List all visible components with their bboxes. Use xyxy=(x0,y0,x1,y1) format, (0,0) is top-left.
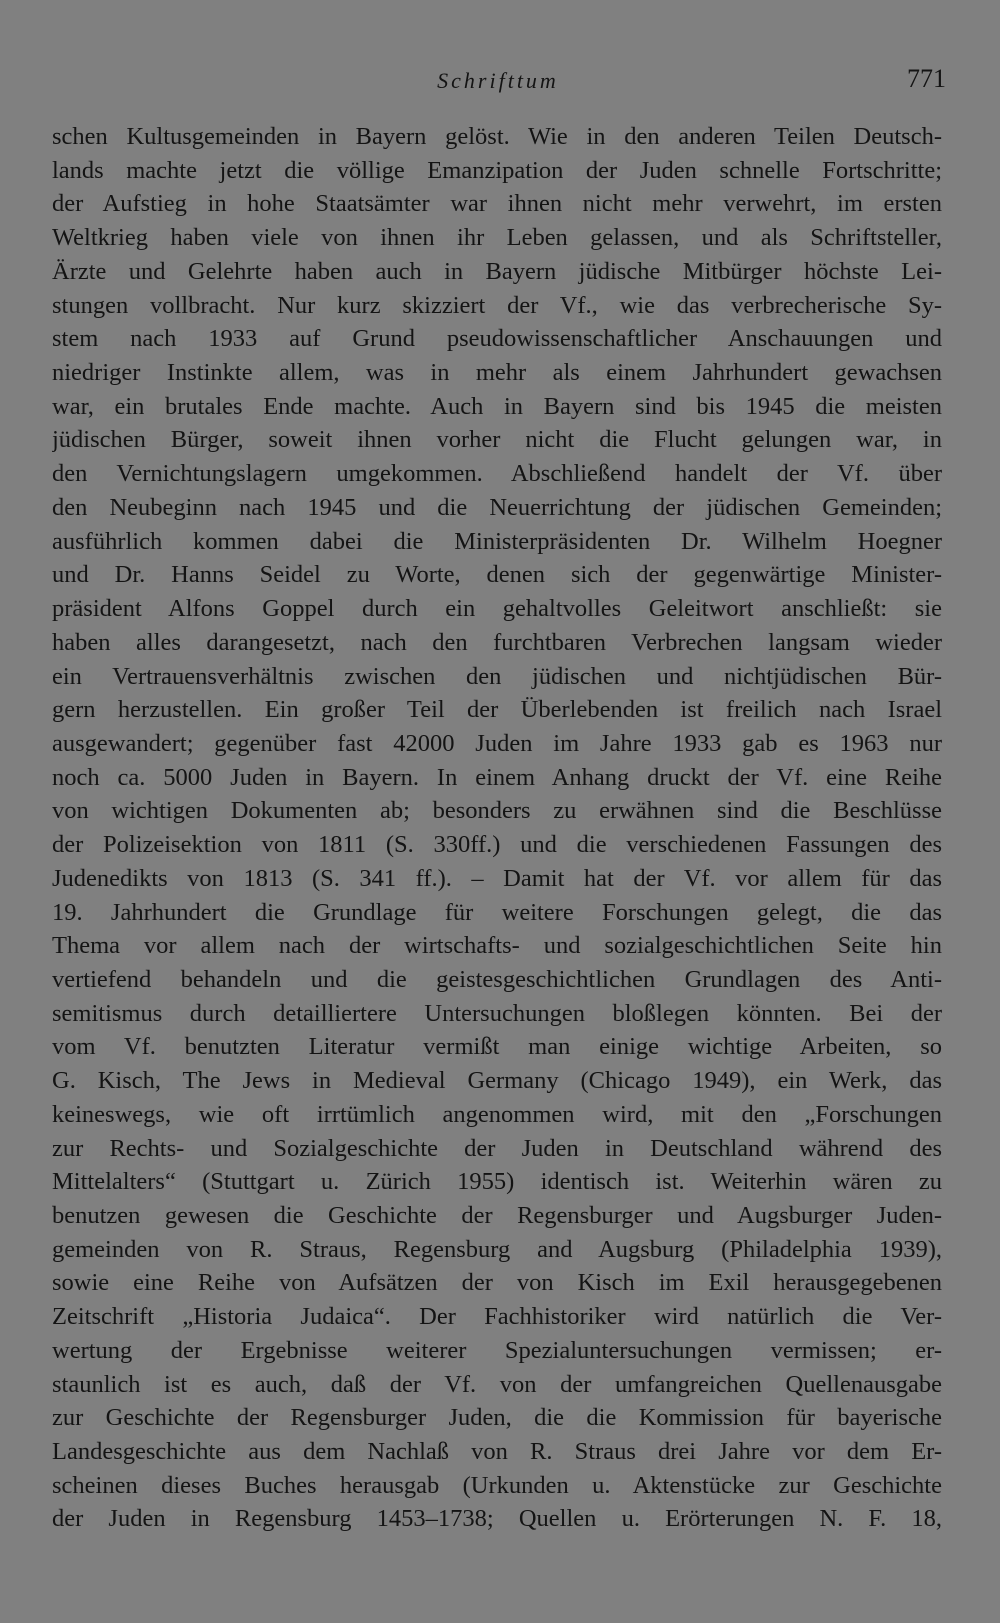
text-line: präsident Alfons Goppel durch ein gehaltvolles Geleitwort anschließt: sie xyxy=(52,595,942,623)
text-line: den Vernichtungslagern umgekommen. Abschließend handelt der Vf. über xyxy=(52,460,942,488)
text-line: keineswegs, wie oft irrtümlich angenommen wird, mit den „Forschungen xyxy=(52,1100,942,1128)
text-line: 19. Jahrhundert die Grundlage für weitere Forschungen gelegt, die das xyxy=(52,898,942,926)
text-line: benutzen gewesen die Geschichte der Regensburger und Augsburger Juden- xyxy=(52,1202,942,1229)
text-line: G. Kisch, The Jews in Medieval Germany (Chicago 1949), ein Werk, das xyxy=(52,1067,942,1095)
text-line: ausgewandert; gegenüber fast 42000 Juden im Jahre 1933 gab es 1963 nur xyxy=(52,729,942,757)
text-line: semitismus durch detailliertere Untersuchungen bloßlegen könnten. Bei der xyxy=(52,999,942,1027)
text-line: gemeinden von R. Straus, Regensburg and Augsburg (Philadelphia 1939), xyxy=(52,1235,942,1263)
text-line: Weltkrieg haben viele von ihnen ihr Leben gelassen, und als Schriftsteller, xyxy=(52,224,942,252)
text-line: haben alles darangesetzt, nach den furchtbaren Verbrechen langsam wieder xyxy=(52,628,942,656)
body-text xyxy=(52,120,942,1536)
text-line: den Neubeginn nach 1945 und die Neuerrichtung der jüdischen Gemeinden; xyxy=(52,493,942,521)
text-line: vom Vf. benutzten Literatur vermißt man einige wichtige Arbeiten, so xyxy=(52,1033,942,1061)
text-line: der Polizeisektion von 1811 (S. 330ff.) und die verschiedenen Fassungen des xyxy=(52,831,942,859)
text-line: staunlich ist es auch, daß der Vf. von der umfangreichen Quellenausgabe xyxy=(52,1370,942,1398)
text-line: scheinen dieses Buches herausgab (Urkunden u. Aktenstücke zur Geschichte xyxy=(52,1471,942,1499)
text-line: Judenedikts von 1813 (S. 341 ff.). – Damit hat der Vf. vor allem für das xyxy=(52,864,942,892)
text-line: von wichtigen Dokumenten ab; besonders zu erwähnen sind die Beschlüsse xyxy=(52,797,942,825)
text-line: zur Rechts- und Sozialgeschichte der Juden in Deutschland während des xyxy=(52,1134,942,1162)
text-line: schen Kultusgemeinden in Bayern gelöst. Wie in den anderen Teilen Deutsch- xyxy=(52,123,942,150)
text-line: sowie eine Reihe von Aufsätzen der von Kisch im Exil herausgegebenen xyxy=(52,1269,942,1297)
text-line: wertung der Ergebnisse weiterer Spezialuntersuchungen vermissen; er- xyxy=(52,1336,942,1364)
text-line: stungen vollbracht. Nur kurz skizziert der Vf., wie das verbrecherische Sy- xyxy=(52,291,942,319)
text-line: gern herzustellen. Ein großer Teil der Überlebenden ist freilich nach Israel xyxy=(52,696,942,724)
text-line: und Dr. Hanns Seidel zu Worte, denen sich der gegenwärtige Minister- xyxy=(52,561,942,589)
running-title: Schrifttum xyxy=(437,68,559,93)
text-line: Ärzte und Gelehrte haben auch in Bayern jüdische Mitbürger höchste Lei- xyxy=(52,257,942,285)
text-line: Mittelalters“ (Stuttgart u. Zürich 1955) identisch ist. Weiterhin wären zu xyxy=(52,1168,942,1196)
text-line: Thema vor allem nach der wirtschafts- und sozialgeschichtlichen Seite hin xyxy=(52,932,942,960)
text-line: ein Vertrauensverhältnis zwischen den jüdischen und nichtjüdischen Bür- xyxy=(52,662,942,690)
text-line: ausführlich kommen dabei die Ministerpräsidenten Dr. Wilhelm Hoegner xyxy=(52,527,942,555)
text-line: Zeitschrift „Historia Judaica“. Der Fachhistoriker wird natürlich die Ver- xyxy=(52,1303,942,1331)
text-line: stem nach 1933 auf Grund pseudowissenschaftlicher Anschauungen und xyxy=(52,325,942,353)
text-line: jüdischen Bürger, soweit ihnen vorher nicht die Flucht gelungen war, in xyxy=(52,426,942,454)
running-head xyxy=(50,60,946,100)
text-line: lands machte jetzt die völlige Emanzipation der Juden schnelle Fortschritte; xyxy=(52,156,942,184)
text-line: noch ca. 5000 Juden in Bayern. In einem Anhang druckt der Vf. eine Reihe xyxy=(52,763,942,791)
text-line: zur Geschichte der Regensburger Juden, die die Kommission für bayerische xyxy=(52,1404,942,1432)
text-line: war, ein brutales Ende machte. Auch in Bayern sind bis 1945 die meisten xyxy=(52,392,942,420)
text-line: der Aufstieg in hohe Staatsämter war ihnen nicht mehr verwehrt, im ersten xyxy=(52,190,942,218)
text-line: vertiefend behandeln und die geistesgeschichtlichen Grundlagen des Anti- xyxy=(52,965,942,993)
text-line: der Juden in Regensburg 1453–1738; Quellen u. Erörterungen N. F. 18, xyxy=(52,1505,942,1533)
page-number: 771 xyxy=(907,64,946,93)
text-line: niedriger Instinkte allem, was in mehr als einem Jahrhundert gewachsen xyxy=(52,359,942,387)
text-line: Landesgeschichte aus dem Nachlaß von R. Straus drei Jahre vor dem Er- xyxy=(52,1438,942,1466)
